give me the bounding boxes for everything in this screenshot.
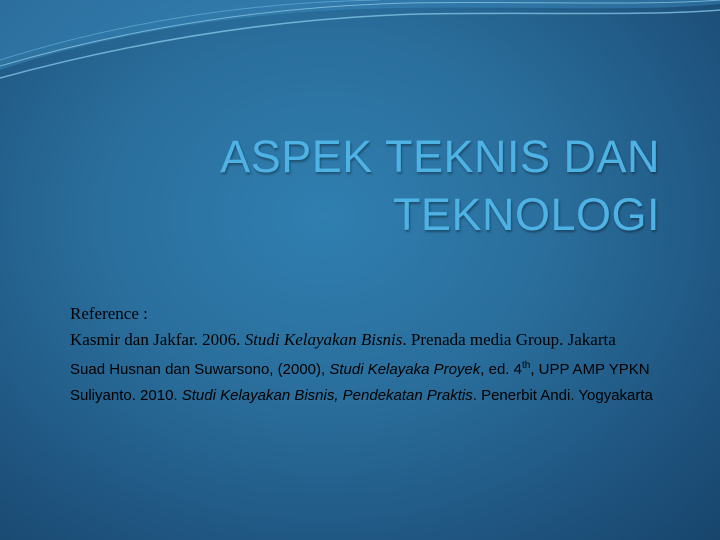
reference-publisher: . Penerbit Andi. Yogyakarta: [472, 387, 653, 404]
references-block: [70, 303, 700, 411]
reference-publisher: , UPP AMP YPKN: [530, 361, 650, 378]
title-line-1: ASPEK TEKNIS DAN: [220, 131, 660, 182]
reference-edition: , ed. 4: [480, 361, 522, 378]
references-label: Reference :: [70, 304, 148, 323]
reference-item: [70, 355, 700, 381]
title-line-2: TEKNOLOGI: [392, 189, 660, 240]
reference-author-year: Suad Husnan dan Suwarsono, (2000),: [70, 361, 330, 378]
reference-author-year: Kasmir dan Jakfar. 2006.: [70, 330, 245, 349]
reference-title: Studi Kelayakan Bisnis: [244, 330, 403, 349]
reference-item: [70, 329, 700, 351]
reference-edition-suffix: th: [521, 360, 531, 371]
reference-author-year: Suliyanto. 2010.: [70, 387, 182, 404]
reference-title: Studi Kelayaka Proyek: [329, 361, 481, 378]
decorative-waves: [0, 0, 720, 90]
slide-title: [100, 128, 660, 244]
reference-item: [70, 385, 700, 407]
reference-publisher: . Prenada media Group. Jakarta: [402, 330, 616, 349]
reference-title: Studi Kelayakan Bisnis, Pendekatan Praktis: [181, 387, 473, 404]
